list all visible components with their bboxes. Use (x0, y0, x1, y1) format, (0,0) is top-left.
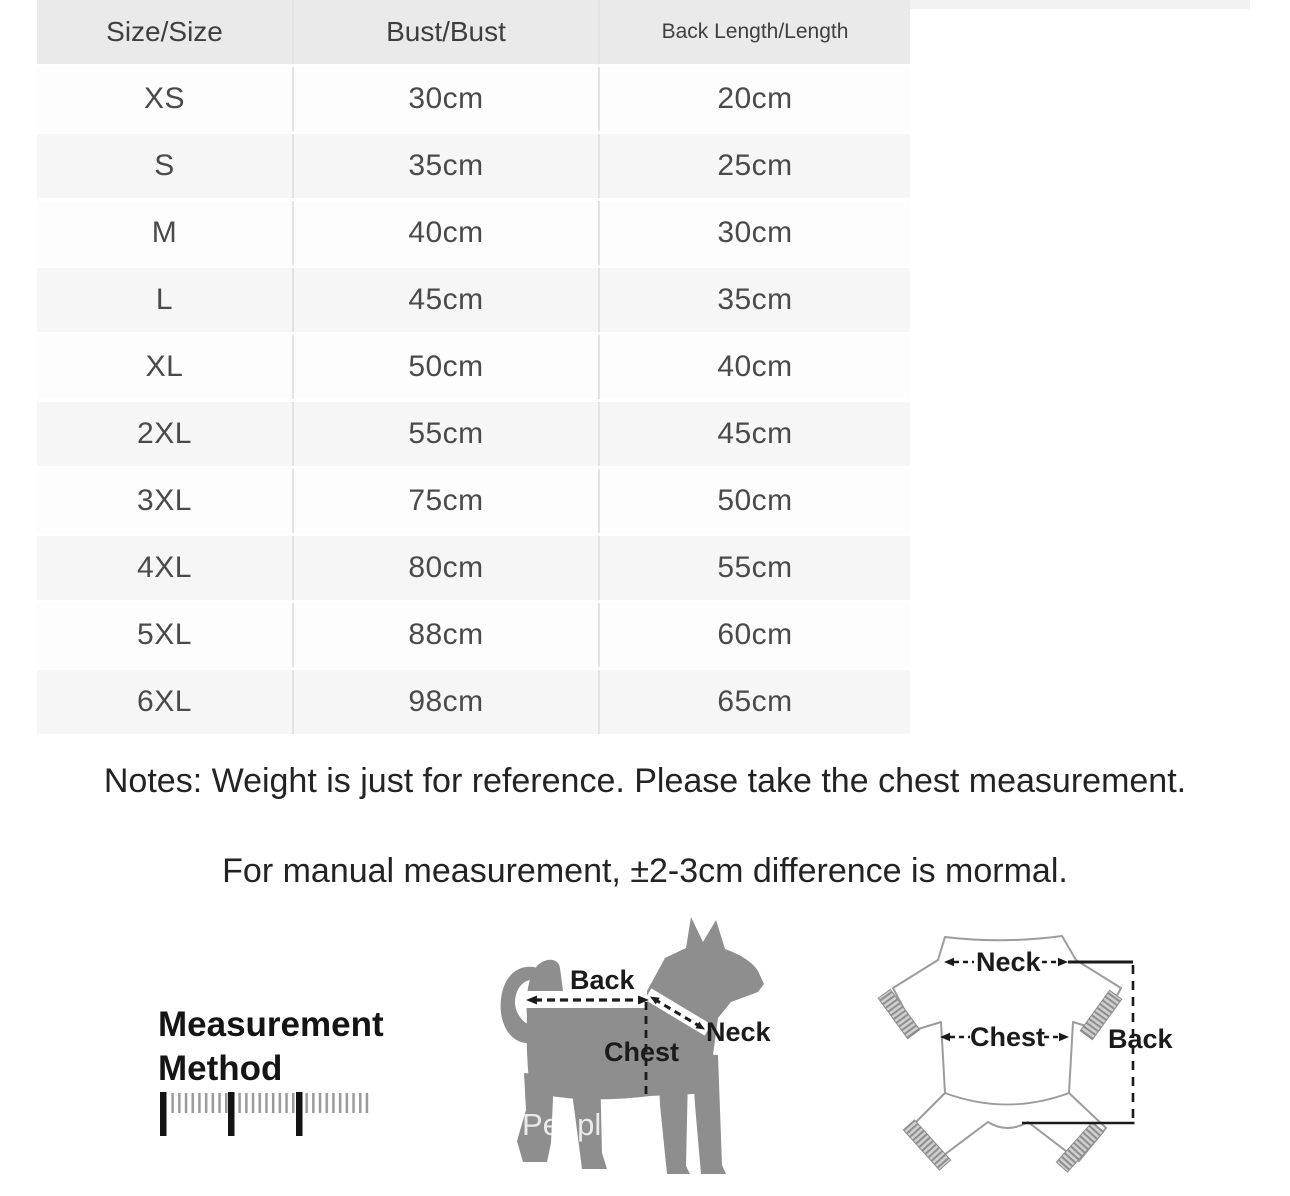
size-cell: 6XL (137, 685, 192, 718)
back-length-cell: 30cm (598, 201, 910, 265)
dog-front-leg (692, 1053, 726, 1174)
size-cell: 3XL (137, 484, 192, 517)
table-row (37, 265, 910, 332)
bust-cell: 45cm (292, 268, 598, 332)
back-length-cell: 35cm (598, 268, 910, 332)
table-row (37, 533, 910, 600)
back-length-cell: 65cm (598, 670, 910, 734)
top-edge-sliver (905, 0, 1250, 9)
table-row (37, 198, 910, 265)
back-length-cell: 40cm (598, 335, 910, 399)
notes-line-1: Notes: Weight is just for reference. Please take the chest measurement. (103, 762, 1187, 800)
back-length-cell: 60cm (598, 603, 910, 667)
size-cell: S (154, 149, 175, 182)
watermark-text: Peopl (522, 1107, 602, 1142)
table-row (37, 466, 910, 533)
bust-cell: 98cm (292, 670, 598, 734)
garment-chest-label: Chest (970, 1022, 1046, 1052)
bust-cell: 50cm (292, 335, 598, 399)
table-header-row (37, 0, 910, 64)
size-cell: XL (145, 350, 184, 383)
header-cell-size: Size/Size (106, 16, 223, 47)
notes-line-2: For manual measurement, ±2-3cm difference is mormal. (222, 852, 1068, 890)
table-row (37, 399, 910, 466)
bust-cell: 88cm (292, 603, 598, 667)
measurement-method-title-line1: Measurement (158, 1005, 384, 1044)
garment-neck-label: Neck (976, 947, 1041, 977)
table-row (37, 667, 910, 734)
dog-neck-label: Neck (706, 1017, 771, 1047)
table-row (37, 131, 910, 198)
measurement-method-title-line2: Method (158, 1049, 283, 1088)
back-length-cell: 25cm (598, 134, 910, 198)
header-cell-back-length: Back Length/Length (598, 0, 910, 64)
size-cell: L (155, 283, 174, 316)
bust-cell: 80cm (292, 536, 598, 600)
ruler-icon (158, 1090, 374, 1140)
table-row (37, 600, 910, 667)
dog-chest-label: Chest (604, 1037, 680, 1067)
bust-cell: 75cm (292, 469, 598, 533)
size-cell: M (151, 216, 178, 249)
table-row (37, 64, 910, 131)
size-cell: 4XL (137, 551, 192, 584)
size-cell: XS (143, 82, 186, 115)
dog-diagram (490, 905, 820, 1195)
ruler-graphic (158, 1090, 374, 1140)
back-length-cell: 55cm (598, 536, 910, 600)
garment-diagram (870, 920, 1180, 1196)
table-row (37, 332, 910, 399)
bust-cell: 35cm (292, 134, 598, 198)
bust-cell: 30cm (292, 67, 598, 131)
size-cell: 2XL (137, 417, 192, 450)
back-length-cell: 50cm (598, 469, 910, 533)
back-length-cell: 20cm (598, 67, 910, 131)
dog-front-leg (659, 1073, 690, 1174)
dog-back-label: Back (570, 965, 635, 995)
back-length-cell: 45cm (598, 402, 910, 466)
size-table (37, 0, 910, 734)
header-cell-bust: Bust/Bust (292, 0, 598, 64)
garment-back-label: Back (1108, 1024, 1173, 1054)
size-cell: 5XL (137, 618, 192, 651)
bust-cell: 40cm (292, 201, 598, 265)
bust-cell: 55cm (292, 402, 598, 466)
